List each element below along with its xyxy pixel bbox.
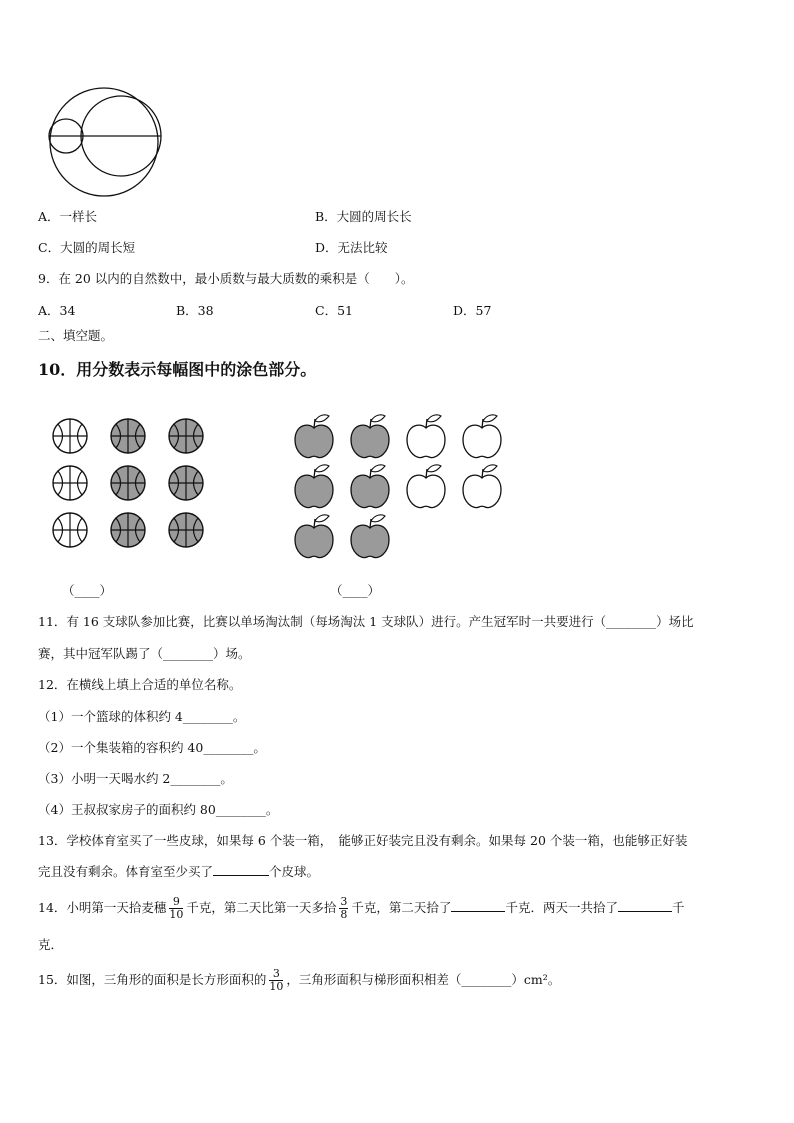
question-10: 10．用分数表示每幅图中的涂色部分。 (38, 360, 317, 379)
basketball-icon (53, 419, 87, 453)
apple-grid (292, 410, 507, 558)
q15-fraction (269, 968, 283, 993)
question-9: 9．在 20 以内的自然数中，最小质数与最大质数的乘积是（ ）。 (38, 271, 414, 286)
q9-option-c: C．51 (315, 303, 353, 318)
apple-shaded-icon (351, 415, 389, 458)
q14-text-1: 14．小明第一天拾麦穗 (38, 900, 167, 915)
basketball-icon (53, 466, 87, 500)
q12-item-3: （3）小明一天喝水约 2________。 (38, 771, 233, 786)
apple-shaded-icon (295, 515, 333, 558)
q14-text-5: 千 (671, 900, 685, 915)
q15-text-1: 15．如图，三角形的面积是长方形面积的 (38, 972, 267, 987)
q14-fraction-2 (339, 896, 348, 921)
q15-frac-den: 10 (269, 980, 284, 993)
q13-text-after: 个皮球。 (269, 864, 320, 879)
basketball-icon (53, 513, 87, 547)
q14-text-2: 千克，第二天比第一天多拾 (186, 900, 337, 915)
q15-text-2: ，三角形面积与梯形面积相差（________）cm²。 (286, 972, 561, 987)
basketball-shaded-icon (111, 513, 145, 547)
question-14-line1 (38, 894, 684, 922)
q13-blank (213, 875, 269, 876)
q9-option-d: D．57 (453, 303, 492, 318)
basketball-shaded-icon (169, 419, 203, 453)
question-12: 12．在横线上填上合适的单位名称。 (38, 677, 242, 692)
option-d: D．无法比较 (315, 240, 388, 255)
option-c: C．大圆的周长短 (38, 240, 136, 255)
q14-text-4: 千克．两天一共拾了 (505, 900, 618, 915)
apple-icon (407, 465, 445, 508)
apple-shaded-icon (351, 515, 389, 558)
q14-blank-1 (451, 911, 505, 912)
q13-text-before: 完且没有剩余。体育室至少买了 (38, 864, 214, 879)
q15-frac-num: 3 (269, 968, 283, 981)
q10-answer-right: （____） (330, 583, 381, 598)
question-13-line1: 13．学校体育室买了一些皮球，如果每 6 个装一箱， 能够正好装完且没有剩余。如果每 20 个装一箱，也能够正好装 (38, 833, 688, 848)
q12-item-1: （1）一个篮球的体积约 4________。 (38, 709, 246, 724)
q9-option-b: B．38 (176, 303, 214, 318)
apple-shaded-icon (295, 465, 333, 508)
q14-blank-2 (618, 911, 672, 912)
option-a: A．一样长 (38, 209, 98, 224)
q14-frac2-den: 8 (340, 908, 348, 921)
basketball-shaded-icon (169, 513, 203, 547)
basketball-shaded-icon (111, 466, 145, 500)
basketball-shaded-icon (169, 466, 203, 500)
q14-frac2-num: 3 (340, 895, 348, 908)
section-heading: 二、填空题。 (38, 328, 114, 343)
question-15 (38, 966, 560, 994)
apple-shaded-icon (351, 465, 389, 508)
q10-answer-left: （____） (62, 583, 113, 598)
question-11-line2: 赛，其中冠军队踢了（________）场。 (38, 646, 251, 661)
circles-figure (46, 88, 162, 198)
q12-item-4: （4）王叔叔家房子的面积约 80________。 (38, 802, 279, 817)
question-13-line2 (38, 864, 319, 880)
q14-fraction-1 (169, 896, 183, 921)
basketball-grid (50, 416, 210, 550)
question-11-line1: 11．有 16 支球队参加比赛，比赛以单场淘汰制（每场淘汰 1 支球队）进行。产生冠军时一共要进行（________）场比 (38, 614, 694, 629)
q14-frac1-num: 9 (169, 896, 183, 909)
apple-icon (463, 465, 501, 508)
q12-item-2: （2）一个集装箱的容积约 40________。 (38, 740, 266, 755)
question-14-line2: 克． (38, 937, 64, 952)
q9-option-a: A．34 (38, 303, 76, 318)
q14-text-3: 千克，第二天拾了 (351, 900, 452, 915)
q14-frac1-den: 10 (169, 908, 184, 921)
apple-icon (407, 415, 445, 458)
apple-shaded-icon (295, 415, 333, 458)
basketball-shaded-icon (111, 419, 145, 453)
option-b: B．大圆的周长长 (315, 209, 412, 224)
apple-icon (463, 415, 501, 458)
